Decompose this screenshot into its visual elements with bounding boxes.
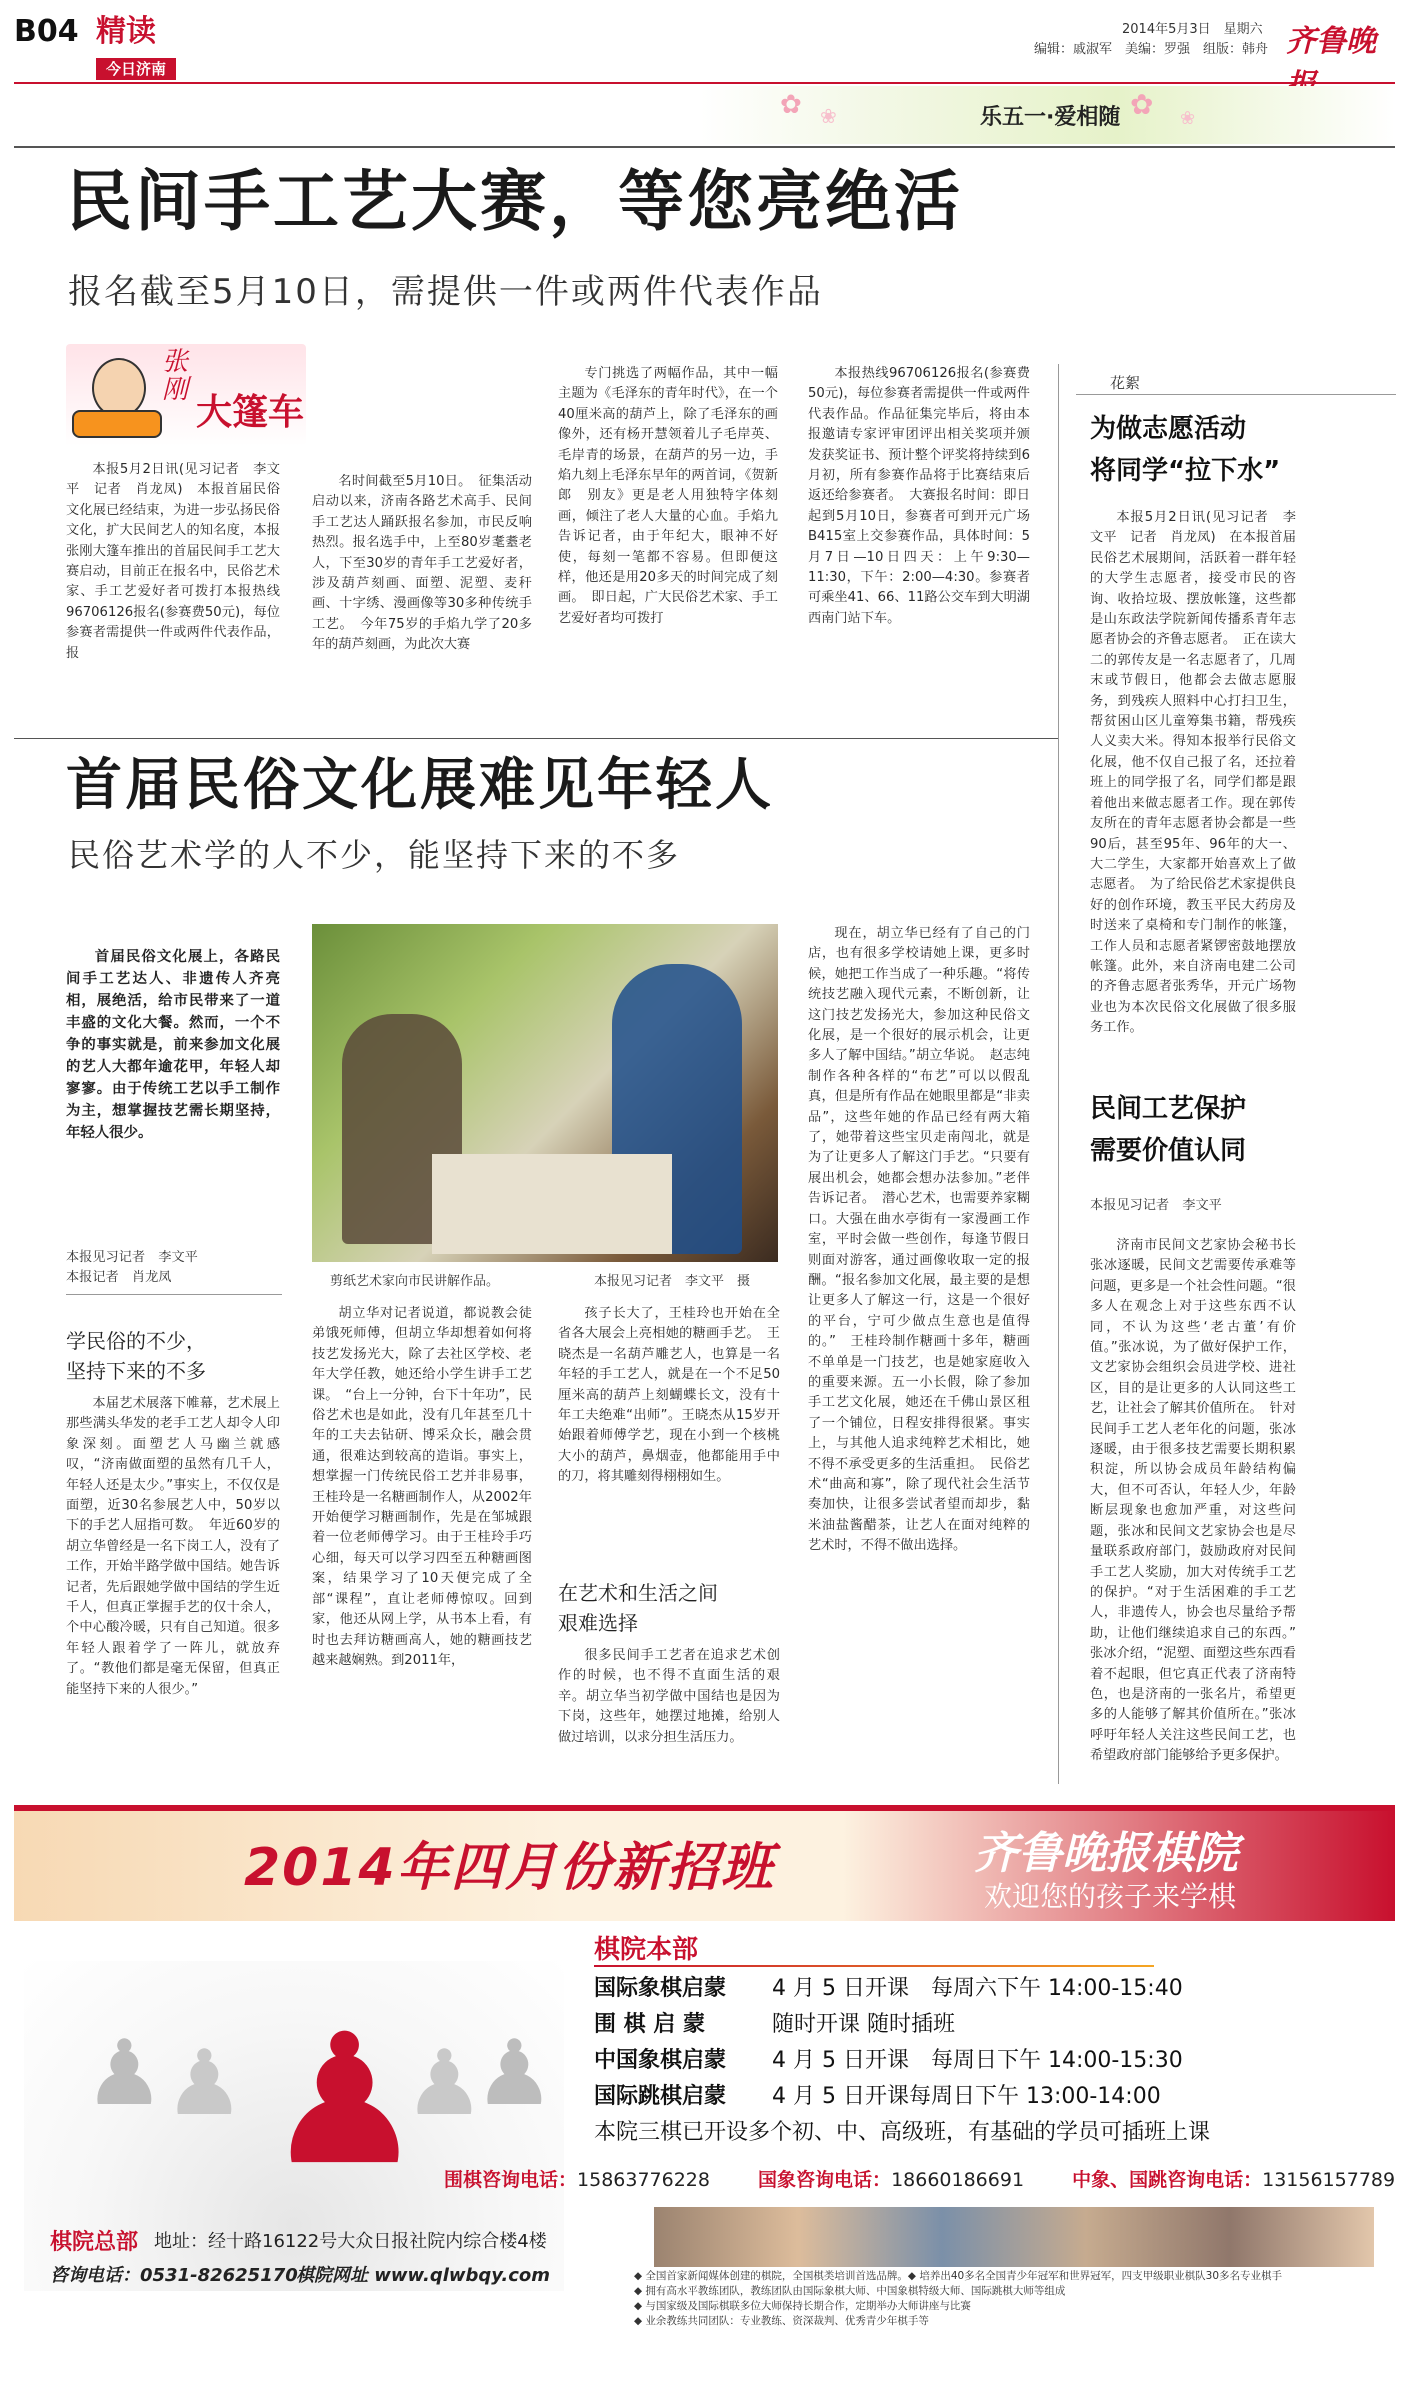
course-time: 4 月 5 日开课 每周六下午 14:00-15:40 <box>772 1976 1183 2001</box>
pawn-icon: ♟ <box>84 2021 165 2126</box>
ad-slogan: 欢迎您的孩子来学棋 <box>984 1880 1237 1913</box>
course-row <box>594 2043 1374 2079</box>
ad-hq2-label: 棋院总部 <box>50 2230 139 2255</box>
course-time: 随时开课 随时插班 <box>772 2012 955 2037</box>
banner-decoration <box>700 86 1395 144</box>
flower-icon: ❀ <box>1180 108 1196 129</box>
story2-sub1-body: 本届艺术展落下帷幕，艺术展上那些满头华发的老手工艺人却令人印象深刻。面塑艺人马幽兰就感叹，“济南做面塑的虽然有几千人，年轻人还是太少。”事实上，不仅仅是面塑，近30名参展艺人中，50岁以下的手艺人屈指可数。 年近60岁的胡立华曾经是一名下岗工人，没有了工作，开始半路学做中国结。她告诉记者，先后跟她学做中国结的学生近千人，但真正掌握手艺的仅十余人，个中心酸冷暖，只有自己知道。很多年轻人跟着学了一阵儿，就放弃了。“教他们都是毫无保留，但真正能坚持下来的人很少。” <box>66 1396 280 1697</box>
ad-brand: 齐鲁晚报棋院 <box>974 1828 1238 1879</box>
story2-byline-rule <box>66 1294 282 1295</box>
story2-col-b: 胡立华对记者说道，都说教会徒弟饿死师傅，但胡立华却想着如何将技艺发扬光大，除了去社区学校、老年大学任教，她还给小学生讲手工艺课。 “台上一分钟，台下十年功”，民俗艺术也是如此，没有几年甚至几十年的工夫去钻研、博采众长，融会贯通，很难达到较高的造诣。事实上，想掌握一门传统民俗工艺并非易事，王桂玲是一名糖画制作人，从2002年开始便学习糖画制作，先是在邹城跟着一位老师傅学习。由于王桂玲手巧心细，每天可以学习四至五种糖画图案，结果学习了10天便完成了全部“课程”，直让老师傅惊叹。回到家，他还从网上学，从书本上看，有时也去拜访糖画高人，她的糖画技艺越来越娴熟。到2011年， <box>312 1306 532 1668</box>
hotline-label: 中象、国跳咨询电话： <box>1072 2169 1263 2191</box>
ad-phone: 咨询电话：0531-82625170 <box>50 2265 298 2286</box>
course-row <box>594 2007 1374 2043</box>
ad-hq-underline <box>594 1965 1154 1967</box>
story2-col-c: 孩子长大了，王桂玲也开始在全省各大展会上亮相她的糖画手艺。 王晓杰是一名葫芦雕艺人，也算是一名年轻的手工艺人，就是在一个不足50厘米高的葫芦上刻蝴蝶长文，没有十年工夫绝难“出师”。王晓杰从15岁开始跟着师傅学艺，现在小到一个核桃大小的葫芦，鼻烟壶，他都能用手中的刀，将其雕刻得栩栩如生。 <box>558 1306 780 1485</box>
page-code: B04 <box>14 14 79 49</box>
flower-icon: ✿ <box>780 90 802 120</box>
story1-col1: 本报5月2日讯(见习记者 李文平 记者 肖龙凤) 本报首届民俗文化展已经结束，为进一步弘扬民俗文化，扩大民间艺人的知名度，本报张刚大篷车推出的首届民间手工艺大赛启动，目前正在报名中，民俗艺术家、手工艺爱好者可拨打本报热线96706126报名(参赛费50元)，每位参赛者需提供一件或两件代表作品，报 <box>66 462 280 661</box>
editors-line: 编辑：戚淑军 美编：罗强 组版：韩舟 <box>1034 42 1269 57</box>
sidebar-rule <box>1076 394 1396 395</box>
course-time: 4 月 5 日开课每周日下午 13:00-14:00 <box>772 2084 1161 2109</box>
page-header <box>14 14 1395 84</box>
sidebar-headline-1: 为做志愿活动 将同学“拉下水” <box>1090 414 1281 486</box>
course-name: 国际跳棋启蒙 <box>594 2084 727 2109</box>
story1-col4: 本报热线96706126报名(参赛费50元)，每位参赛者需提供一件或两件代表作品。作品征集完毕后，将由本报邀请专家评审团评出相关奖项并颁发获奖证书、预计整个评奖将持续到6月初，所有参赛作品将于比赛结束后返还给参赛者。 大赛报名时间：即日起到5月10日，参赛者可到开元广场B415室上交参赛作品，具体时间：5月7日—10日四天：上午9:30—11:30，下午：2:00—4:30。参赛者可乘坐41、66、11路公交车到大明湖西南门站下车。 <box>808 366 1030 626</box>
story1-col3: 专门挑选了两幅作品，其中一幅主题为《毛泽东的青年时代》，在一个40厘米高的葫芦上，除了毛泽东的画像外，还有杨开慧领着儿子毛岸英、毛岸青的场景，在葫芦的另一边，手焰九刻上毛泽东早年的两首词，《贺新郎 别友》更是老人用独特字体刻画，倾注了老人大量的心血。手焰九告诉记者，由于年纪大，眼神不好使，每刻一笔都不容易。但即便这样，他还是用20多天的时间完成了刻画。 即日起，广大民俗艺术家、手工艺爱好者均可拨打 <box>558 366 778 626</box>
story2-col-d: 现在，胡立华已经有了自己的门店，也有很多学校请她上课，更多时候，她把工作当成了一种乐趣。“将传统技艺融入现代元素，不断创新，让这门技艺发扬光大，参加这种民俗文化展，是一个很好的展示机会，让更多人了解中国结。”胡立华说。 赵志纯制作各种各样的“布艺”可以以假乱真，但是所有作品在她眼里都是“非卖品”，这些年她的作品已经有两大箱了，她带着这些宝贝走南闯北，就是为了让更多人了解这门手艺。“只要有展出机会，她都会想办法参加。”老伴告诉记者。 潜心艺术，也需要养家糊口。大强在曲水亭街有一家漫画工作室，平时会做一些创作，每逢节假日则面对游客，通过画像收取一定的报酬。“报名参加文化展，最主要的是想让更多人了解这一行，这是一个很好的平台，宁可少做点生意也是值得的。” 王桂玲制作糖画十多年，糖画不单单是一门技艺，也是她家庭收入的重要来源。五一小长假，除了参加手工艺文化展，她还在千佛山景区租了一个铺位，日程安排得很紧。事实上，与其他人追求纯粹艺术相比，她不得不承受更多的生活重担。 民俗艺术“曲高和寡”，除了现代社会生活节奏加快，让很多尝试者望而却步，黏米油盐酱醋茶，让艺人在面对纯粹的艺术时，不得不做出选择。 <box>808 926 1030 1554</box>
ad-bullets: ◆ 全国首家新闻媒体创建的棋院，全国棋类培训首选品牌。◆ 培养出40多名全国青少年冠军和世界冠军，四支甲级职业棋队30多名专业棋手 ◆ 拥有高水平教练团队，教练团队由国际象棋大师、中国象棋特级大师、国际跳棋大师等组成 ◆ 与国家级及国际棋联多位大师保持长期合作，定期举办大师讲座与比赛 ◆ 业余教练共同团队：专业教练、资深裁判、优秀青少年棋手等 <box>634 2270 1283 2327</box>
hotline-number: 18660186691 <box>891 2169 1025 2191</box>
column-author: 张刚 <box>162 347 189 405</box>
section-name: 精读 <box>96 14 156 49</box>
pawn-icon: ♟ <box>404 2031 485 2136</box>
column-logo <box>66 344 306 446</box>
story2-byline: 本报见习记者 李文平 本报记者 肖龙凤 <box>66 1250 198 1286</box>
pawn-icon: ♟ <box>264 1996 426 2205</box>
masthead-logo: 齐鲁晚 <box>1286 24 1376 59</box>
column-divider <box>1058 364 1059 1784</box>
subsection-tag: 今日济南 <box>96 58 176 80</box>
ad-address: 地址：经十路16122号大众日报社院内综合楼4楼 <box>154 2231 547 2252</box>
hotline-row <box>444 2165 1395 2192</box>
course-row <box>594 2079 1374 2115</box>
story2-subhead-2: 在艺术和生活之间 艰难选择 <box>558 1581 718 1635</box>
course-name: 中国象棋启蒙 <box>594 2048 727 2073</box>
sidebar-body-2: 济南市民间文艺家协会秘书长张冰逐暖，民间文艺需要传承难等问题，更多是一个社会性问题。“很多人在观念上对于这些东西不认同，不认为这些‘老古董’有价值。”张冰说，为了做好保护工作，文艺家协会组织会员进学校、进社区，目的是让更多的人认同这些工艺，让社会了解其价值所在。 针对民间手工艺人老年化的问题，张冰逐暖，由于很多技艺需要长期积累积淀，所以协会成员年龄结构偏大，但不可否认，年轻人少，年龄断层现象也愈加严重，对这些问题，张冰和民间文艺家协会也是尽量联系政府部门，鼓励政府对民间手工艺人奖励，加大对传统手工艺的保护。“对于生活困难的手工艺人，非遗传人，协会也尽量给予帮助，让他们继续追求自己的东西。” 张冰介绍，“泥塑、面塑这些东西看着不起眼，但它真正代表了济南特色，也是济南的一张名片，希望更多的人能够了解其价值所在。”张冰呼吁年轻人关注这些民间工艺，也希望政府部门能够给予更多保护。 <box>1090 1238 1310 1764</box>
issue-date: 2014年5月3日 星期六 <box>1122 22 1263 37</box>
ad-hq-label: 棋院本部 <box>594 1935 699 1965</box>
story2-headline: 首届民俗文化展难见年轻人 <box>66 753 774 818</box>
flower-icon: ✿ <box>1130 88 1154 121</box>
student-photos <box>654 2207 1374 2267</box>
pawn-icon: ♟ <box>474 2021 555 2126</box>
ad-note: 本院三棋已开设多个初、中、高级班，有基础的学员可插班上课 <box>594 2120 1211 2145</box>
column-title: 大篷车 <box>196 392 305 433</box>
story2-rule <box>14 738 1058 739</box>
hotline-number: 15863776228 <box>577 2169 710 2191</box>
pawn-icon: ♟ <box>164 2031 245 2136</box>
advertisement <box>14 1805 1395 2383</box>
hotline-label: 国象咨询电话： <box>758 2169 892 2191</box>
news-photo <box>312 924 778 1262</box>
course-name: 国际象棋启蒙 <box>594 1976 727 2001</box>
story1-col2: 名时间截至5月10日。 征集活动启动以来，济南各路艺术高手、民间手工艺达人踊跃报名参加，市民反响热烈。报名选手中，上至80岁耄耋老人，下至30岁的青年手工艺爱好者，涉及葫芦刻画、面塑、泥塑、麦秆画、十字绣、漫画像等30多种传统手工艺。 今年75岁的手焰九学了20多年的葫芦刻画，为此次大赛 <box>312 474 532 653</box>
hotline-number: 13156157789 <box>1262 2169 1396 2191</box>
story2-subheadline: 民俗艺术学的人不少，能坚持下来的不多 <box>68 836 681 874</box>
course-row <box>594 1971 1374 2007</box>
course-name: 围 棋 启 蒙 <box>594 2012 705 2037</box>
sidebar-body-1: 本报5月2日讯(见习记者 李文平 记者 肖龙凤) 在本报首届民俗艺术展期间，活跃着一群年轻的大学生志愿者，接受市民的咨询、收拾垃圾、摆放帐篷，这些都是山东政法学院新闻传播系青年志愿者协会的齐鲁志愿者。 正在读大二的郭传友是一名志愿者了，几周末或节假日，他都会去做志愿服务，到残疾人照料中心打扫卫生，帮贫困山区儿童筹集书籍，帮残疾人义卖大米。得知本报举行民俗文化展，他不仅自己报了名，还拉着班上的同学报了名，同学们都是跟着他出来做志愿者工作。现在郭传友所在的青年志愿者协会都是一些90后，甚至95年、96年的大一、大二学生，大家都开始喜欢上了做志愿者。 为了给民俗艺术家提供良好的创作环境，教玉平民大药房及时送来了桌椅和专门制作的帐篷，工作人员和志愿者紧锣密鼓地摆放帐篷。此外，来自济南电建二公司的齐鲁志愿者张秀华，开元广场物业也为本次民俗文化展做了很多服务工作。 <box>1090 510 1296 1036</box>
photo-table <box>432 1154 672 1254</box>
sidebar-tag: 花絮 <box>1110 374 1141 392</box>
banner-title: 乐五一·爱相随 <box>980 105 1121 130</box>
course-time: 4 月 5 日开课 每周日下午 14:00-15:30 <box>772 2048 1183 2073</box>
avatar <box>92 358 146 418</box>
sidebar-headline-2: 民间工艺保护 需要价值认同 <box>1090 1094 1247 1166</box>
ad-headline: 2014年四月份新招班 <box>244 1838 775 1898</box>
header-rule <box>14 82 1395 84</box>
hotline-label: 围棋咨询电话： <box>444 2169 578 2191</box>
story2-sub2-body: 很多民间手工艺者在追求艺术创作的时候，也不得不直面生活的艰辛。胡立华当初学做中国结也是因为下岗，这些年，她摆过地摊，给别人做过培训，以求分担生活压力。 <box>558 1648 780 1745</box>
story2-lead: 首届民俗文化展上，各路民间手工艺达人、非遗传人齐亮相，展绝活，给市民带来了一道丰盛的文化大餐。然而，一个不争的事实就是，前来参加文化展的艺人大都年逾花甲，年轻人却寥寥。由于传统工艺以手工制作为主，想掌握技艺需长期坚持，年轻人很少。 <box>66 949 280 1141</box>
sidebar-byline-2: 本报见习记者 李文平 <box>1090 1198 1222 1213</box>
flower-icon: ❀ <box>820 104 837 128</box>
photo-credit: 本报见习记者 李文平 摄 <box>594 1274 751 1289</box>
course-list <box>594 1971 1374 2151</box>
banner-rule <box>14 146 1395 148</box>
story2-subhead-1: 学民俗的不少， 坚持下来的不多 <box>66 1329 206 1383</box>
story1-headline: 民间手工艺大赛，等您亮绝活 <box>66 163 963 240</box>
photo-caption: 剪纸艺术家向市民讲解作品。 <box>330 1274 500 1289</box>
story1-subheadline: 报名截至5月10日，需提供一件或两件代表作品 <box>68 272 823 312</box>
ad-website: 棋院网址 www.qlwbqy.com <box>296 2265 551 2286</box>
bus-icon <box>72 410 162 438</box>
